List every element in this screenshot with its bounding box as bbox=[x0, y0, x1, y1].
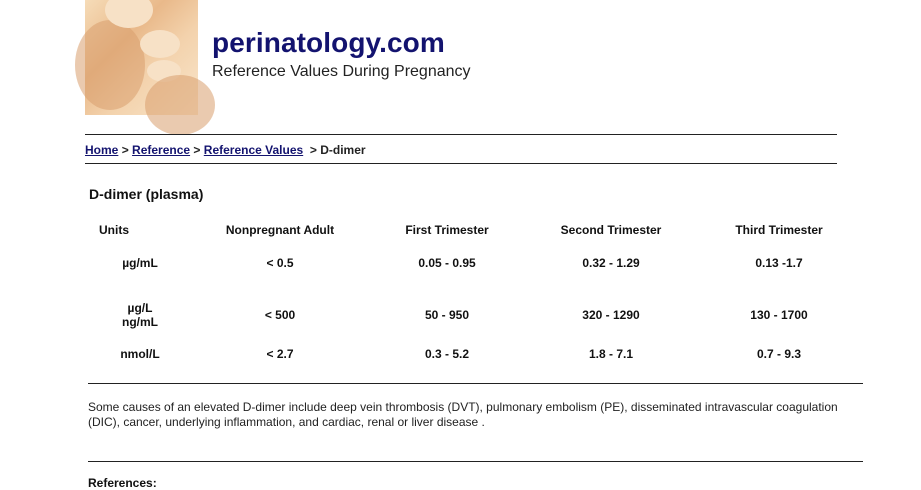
header-units: Units bbox=[99, 223, 129, 237]
row-value-nonpregnant: < 2.7 bbox=[266, 347, 294, 361]
header-third-trimester: Third Trimester bbox=[735, 223, 823, 237]
header-second-trimester: Second Trimester bbox=[560, 223, 662, 237]
header-nonpregnant: Nonpregnant Adult bbox=[225, 223, 335, 237]
row-unit bbox=[122, 301, 158, 329]
site-subtitle: Reference Values During Pregnancy bbox=[212, 63, 471, 80]
row-value-third: 130 - 1700 bbox=[750, 308, 808, 322]
breadcrumb-separator: > bbox=[309, 143, 317, 157]
row-value-first: 0.05 - 0.95 bbox=[418, 256, 476, 270]
breadcrumb-reference-values-link[interactable]: Reference Values bbox=[203, 143, 304, 157]
logo-photo bbox=[85, 0, 198, 115]
breadcrumb-home-link[interactable]: Home bbox=[85, 143, 119, 157]
row-value-third: 0.7 - 9.3 bbox=[756, 347, 802, 361]
references-rule bbox=[88, 461, 863, 462]
d-dimer-note: Some causes of an elevated D-dimer include deep vein thrombosis (DVT), pulmonary embolism (PE), disseminated intravascular coagulation (DIC), cancer, underlying inflammation, and cardiac, renal or liver disease . bbox=[88, 400, 838, 429]
breadcrumb-reference-link[interactable]: Reference bbox=[132, 143, 191, 157]
row-value-second: 1.8 - 7.1 bbox=[588, 347, 634, 361]
photo-shade bbox=[145, 75, 215, 135]
row-unit: nmol/L bbox=[120, 347, 160, 361]
breadcrumb bbox=[85, 143, 366, 157]
section-title: D-dimer (plasma) bbox=[89, 186, 204, 202]
row-value-third: 0.13 -1.7 bbox=[755, 256, 803, 270]
references-heading: References: bbox=[88, 476, 157, 490]
header-first-trimester: First Trimester bbox=[405, 223, 489, 237]
photo-shade bbox=[75, 20, 145, 110]
row-unit: µg/mL bbox=[122, 256, 158, 270]
row-value-second: 0.32 - 1.29 bbox=[582, 256, 640, 270]
row-unit-line: ng/mL bbox=[122, 315, 158, 329]
breadcrumb-bottom-rule bbox=[85, 163, 837, 164]
table-bottom-rule bbox=[88, 383, 863, 384]
row-value-nonpregnant: < 0.5 bbox=[266, 256, 294, 270]
site-title[interactable]: perinatology.com bbox=[212, 27, 445, 58]
row-value-first: 50 - 950 bbox=[424, 308, 470, 322]
row-value-second: 320 - 1290 bbox=[582, 308, 640, 322]
breadcrumb-current: D-dimer bbox=[320, 143, 366, 157]
row-value-nonpregnant: < 500 bbox=[264, 308, 296, 322]
breadcrumb-top-rule bbox=[85, 134, 837, 135]
breadcrumb-separator: > bbox=[121, 143, 129, 157]
breadcrumb-separator: > bbox=[193, 143, 201, 157]
row-unit-line: µg/L bbox=[127, 301, 153, 315]
photo-finger bbox=[140, 30, 180, 58]
row-value-first: 0.3 - 5.2 bbox=[424, 347, 470, 361]
